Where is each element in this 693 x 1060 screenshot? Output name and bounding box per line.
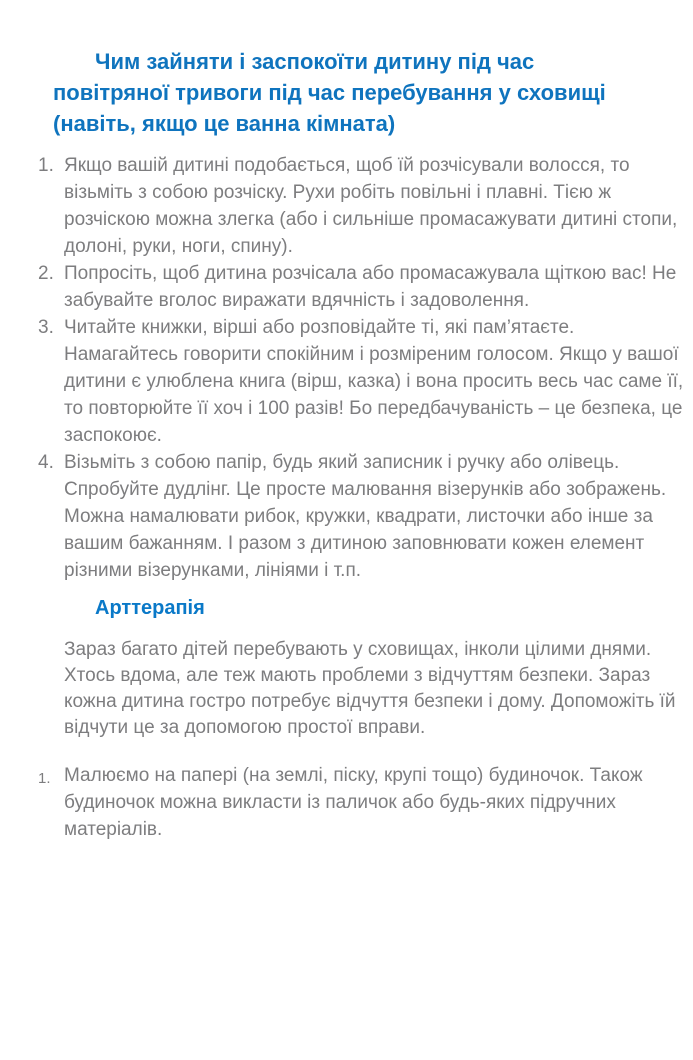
list-item bbox=[0, 152, 693, 260]
list-item-text: Попросіть, щоб дитина розчісала або промасажувала щіткою вас! Не забувайте вголос виражати вдячність і задоволення. bbox=[64, 263, 677, 311]
list-item-text: Читайте книжки, вірші або розповідайте ті, які пам’ятаєте. Намагайтесь говорити спокійним і розміреним голосом. Якщо у вашої дитини є улюблена книга (вірш, казка) і вона просить весь час саме її, то повторюйте її хоч і 100 разів! Бо передбачуваність – це безпека, це заспокоює. bbox=[64, 317, 684, 446]
activities-list bbox=[0, 152, 693, 584]
list-item-number: 2. bbox=[38, 263, 54, 284]
list-item-number: 3. bbox=[38, 317, 54, 338]
list-item-text: Якщо вашій дитині подобається, щоб їй розчісували волосся, то візьміть з собою розчіску. Рухи робіть повільні і плавні. Тією ж розчіскою можна злегка (або і сильніше промасажувати дитині стопи, долоні, руки, ноги, спину). bbox=[64, 155, 678, 257]
list-item bbox=[0, 449, 693, 584]
list-item-number: 1. bbox=[38, 155, 54, 176]
list-item-number: 1. bbox=[38, 770, 51, 787]
art-therapy-intro-paragraph: Зараз багато дітей перебувають у сховищах, інколи цілими днями. Хтось вдома, але теж мають проблеми з відчуттям безпеки. Зараз кожна дитина гостро потребує відчуття безпеки і дому. Допоможіть їй відчути це за допомогою простої вправи. bbox=[64, 639, 676, 738]
list-item-number: 4. bbox=[38, 452, 54, 473]
list-item-text: Візьміть з собою папір, будь який записник і ручку або олівець. Спробуйте дудлінг. Це просте малювання візерунків або зображень. Можна намалювати рибок, кружки, квадрати, листочки або інше за вашим бажанням. І разом з дитиною заповнювати кожен елемент різними візерунками, лініями і т.п. bbox=[64, 452, 667, 581]
document-page bbox=[0, 46, 693, 1060]
list-item bbox=[0, 260, 693, 314]
section-title-art-therapy: Арттерапія bbox=[95, 597, 205, 619]
page-title: Чим зайняти і заспокоїти дитину під час повітряної тривоги під час перебування у сховищі (навіть, якщо це ванна кімната) bbox=[53, 49, 606, 136]
list-item bbox=[0, 762, 693, 843]
list-item bbox=[0, 314, 693, 449]
art-therapy-list bbox=[0, 762, 693, 843]
list-item-text: Малюємо на папері (на землі, піску, крупі тощо) будиночок. Також будиночок можна викласти із паличок або будь-яких підручних матеріалів. bbox=[64, 765, 643, 840]
